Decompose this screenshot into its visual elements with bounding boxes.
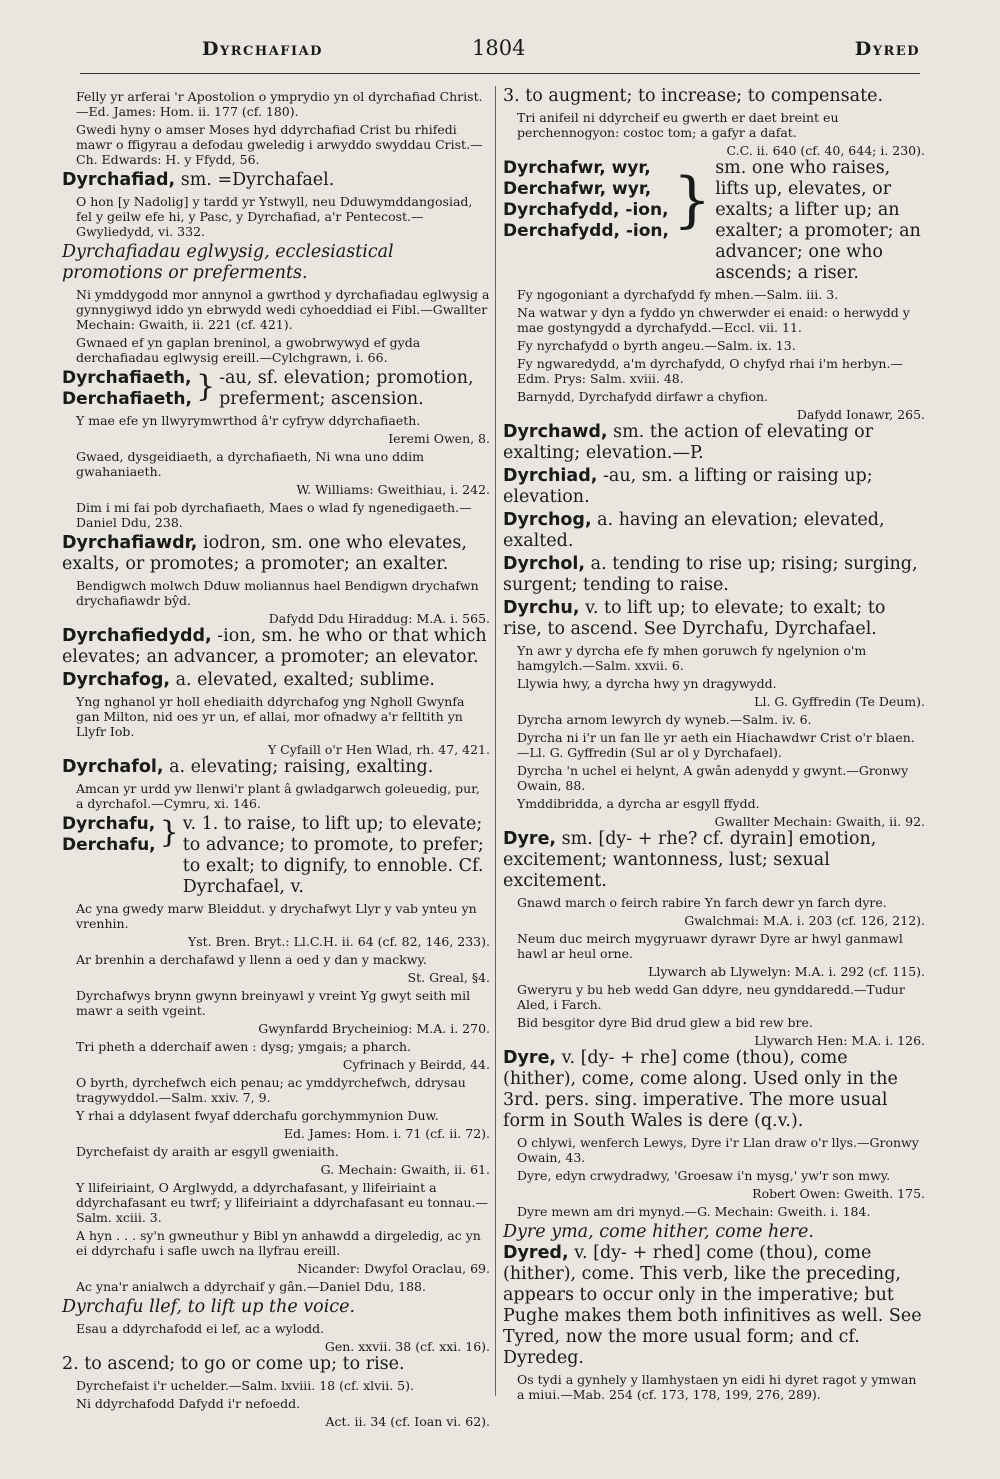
definition: v. [dy- + rhe] come (thou), come (hither), come, come along. Used only in the 3rd. pers. sing. imperative. The more usual form in South Wales is dere (q.v.). bbox=[503, 1048, 898, 1131]
headword: Dyrchiad, bbox=[503, 466, 598, 486]
definition: -au, sm. a lifting or raising up; elevation. bbox=[503, 466, 873, 507]
definition: v. [dy- + rhed] come (thou), come (hither), come. This verb, like the preceding, appears to occur only in the imperative; but Pughe makes them both infinitives as well. See Tyred, now the more usual form; and cf. Dyredeg. bbox=[503, 1243, 922, 1368]
quotation: Y mae efe yn llwyrymwrthod â'r cyfryw ddyrchafiaeth. bbox=[76, 413, 421, 428]
grouped-entry bbox=[503, 158, 925, 284]
citation-source: Ed. James: Hom. i. 71 (cf. ii. 72). bbox=[283, 1126, 490, 1141]
citation-source: Llywarch ab Llywelyn: M.A. i. 292 (cf. 115). bbox=[648, 964, 925, 979]
citation-source: Gen. xxvii. 38 (cf. xxi. 16). bbox=[324, 1339, 490, 1354]
citation-source: Gwallter Mechain: Gwaith, ii. 92. bbox=[714, 814, 925, 829]
quotation: Os tydi a gynhely y llamhystaen yn eidi hi dyret ragot y ymwan a miui.—Mab. 254 (cf. 173, 178, 199, 276, 289). bbox=[517, 1372, 917, 1402]
headword: Dyrchawd, bbox=[503, 422, 608, 442]
right-column bbox=[503, 86, 925, 1405]
citation-source: Cyfrinach y Beirdd, 44. bbox=[342, 1057, 490, 1072]
quotation: Dyrchefaist dy araith ar esgyll gweniaith. bbox=[76, 1144, 339, 1159]
headword: Derchafiaeth, bbox=[62, 389, 192, 409]
quotation: Tri pheth a dderchaif awen : dysg; ymgais; a pharch. bbox=[76, 1039, 412, 1054]
citation-source: C.C. ii. 640 (cf. 40, 644; i. 230). bbox=[726, 143, 925, 158]
citation-source: Dafydd Ionawr, 265. bbox=[796, 407, 925, 422]
headword: Dyre, bbox=[503, 829, 557, 849]
sense: 3. to augment; to increase; to compensate. bbox=[503, 86, 884, 106]
headword: Dyrchafiawdr, bbox=[62, 533, 198, 553]
definition: a. tending to rise up; rising; surging, surgent; tending to raise. bbox=[503, 554, 918, 595]
dictionary-entry bbox=[62, 170, 490, 191]
header-rule bbox=[80, 73, 920, 74]
headword: Derchafydd, -ion, bbox=[503, 221, 669, 241]
definition: sm. the action of elevating or exalting; elevation.—P. bbox=[503, 422, 874, 463]
definition: a. elevating; raising, exalting. bbox=[169, 757, 434, 777]
quotation: Esau a ddyrchafodd ei lef, ac a wylodd. bbox=[76, 1321, 325, 1336]
column-divider bbox=[495, 86, 496, 1396]
quotation: Barnydd, Dyrchafydd dirfawr a chyfion. bbox=[517, 389, 769, 404]
citation-source: St. Greal, §4. bbox=[407, 970, 490, 985]
definition: sm. =Dyrchafael. bbox=[180, 170, 335, 190]
citation-source: W. Williams: Gweithiau, i. 242. bbox=[296, 482, 490, 497]
dictionary-entry bbox=[503, 598, 925, 640]
dictionary-entry bbox=[62, 626, 490, 668]
definition: v. to lift up; to elevate; to exalt; to rise, to ascend. See Dyrchafu, Dyrchafael. bbox=[503, 598, 886, 639]
header-left-guide-word: Dyrchafiad bbox=[202, 38, 323, 60]
quotation: Dyrcha ni i'r un fan lle yr aeth ein Hiachawdwr Crist o'r blaen.—Ll. G. Gyffredin (Sul ar ol y Dyrchafael). bbox=[517, 730, 915, 760]
quotation: Ymddibridda, a dyrcha ar esgyll ffydd. bbox=[517, 796, 760, 811]
quotation: Felly yr arferai 'r Apostolion o ymprydio yn ol dyrchafiad Christ.—Ed. James: Hom. ii. 177 (cf. 180). bbox=[76, 89, 483, 119]
quotation: Dyrchafwys brynn gwynn breinyawl y vreint Yg gwyt seith mil mawr a seith vgeint. bbox=[76, 988, 471, 1018]
definition: sm. one who raises, lifts up, elevates, or exalts; a lifter up; an exalter; a promoter; an advancer; one who ascends; a riser. bbox=[715, 158, 921, 283]
headword: Derchafu, bbox=[62, 835, 156, 855]
quotation: Dim i mi fai pob dyrchafiaeth, Maes o wlad fy ngenedigaeth.—Daniel Ddu, 238. bbox=[76, 500, 472, 530]
page-number: 1804 bbox=[472, 36, 526, 60]
citation-source: Gwynfardd Brycheiniog: M.A. i. 270. bbox=[258, 1021, 490, 1036]
quotation: Gwnaed ef yn gaplan breninol, a gwobrwywyd ef gyda derchafiadau eglwysig ereill.—Cylchgrawn, i. 66. bbox=[76, 335, 421, 365]
definition: -au, sf. elevation; promotion, preferment; ascension. bbox=[219, 368, 474, 409]
grouped-headwords-row bbox=[503, 158, 925, 284]
definition: a. having an elevation; elevated, exalted. bbox=[503, 510, 885, 551]
quotation: Ar brenhin a derchafawd y llenn a oed y dan y mackwy. bbox=[76, 952, 427, 967]
quotation: Ac yna'r anialwch a ddyrchaif y gân.—Daniel Ddu, 188. bbox=[76, 1279, 426, 1294]
dictionary-entry bbox=[62, 670, 490, 691]
dictionary-entry bbox=[503, 466, 925, 508]
quotation: Neum duc meirch mygyruawr dyrawr Dyre ar hwyl ganmawl hawl ar heul orne. bbox=[517, 931, 903, 961]
quotation: Ni ymddygodd mor annynol a gwrthod y dyrchafiadau eglwysig a gynnygiwyd iddo yn ebrwydd wedi cyhoeddiad ei Fibl.—Gwallter Mechain: Gwaith, ii. 221 (cf. 421). bbox=[76, 287, 490, 332]
dictionary-entry bbox=[503, 1048, 925, 1132]
paired-headwords bbox=[62, 814, 156, 856]
paired-headwords bbox=[62, 368, 192, 410]
citation-source: Yst. Bren. Bryt.: Ll.C.H. ii. 64 (cf. 82, 146, 233). bbox=[187, 934, 490, 949]
citation-source: Dafydd Ddu Hiraddug: M.A. i. 565. bbox=[268, 611, 490, 626]
brace: } bbox=[195, 369, 216, 404]
quotation: Dyre, edyn crwydradwy, 'Groesaw i'n mysg,' yw'r son mwy. bbox=[517, 1168, 891, 1183]
quotation: Gnawd march o feirch rabire Yn farch dewr yn farch dyre. bbox=[517, 895, 887, 910]
quotation: Dyrcha arnom lewyrch dy wyneb.—Salm. iv. 6. bbox=[517, 712, 812, 727]
quotation: O hon [y Nadolig] y tardd yr Ystwyll, neu Dduwymddangosiad, fel y geilw efe hi, y Pasc, y Dyrchafiad, a'r Pentecost.—Gwyliedydd, vi. 332. bbox=[76, 194, 473, 239]
definition: sm. [dy- + rhe? cf. dyrain] emotion, excitement; wantonness, lust; sexual excitement. bbox=[503, 829, 877, 891]
dictionary-entry bbox=[503, 422, 925, 464]
grouped-headwords bbox=[503, 158, 669, 242]
quotation: Yng nghanol yr holl ehediaith ddyrchafog yng Ngholl Gwynfa gan Milton, nid oes yr un, ef allai, mor ofnadwy a'r felltith yn Llyfr Iob. bbox=[76, 694, 465, 739]
dictionary-entry bbox=[503, 1243, 925, 1369]
quotation: O chlywi, wenferch Lewys, Dyre i'r Llan draw o'r llys.—Gronwy Owain, 43. bbox=[517, 1135, 919, 1165]
quotation: Y llifeiriaint, O Arglwydd, a ddyrchafasant, y llifeiriaint a ddyrchafasant eu twrf; y llifeiriaint a ddyrchafasant eu tonnau.—Salm. xciii. 3. bbox=[76, 1180, 488, 1225]
sense: 2. to ascend; to go or come up; to rise. bbox=[62, 1354, 405, 1374]
phrase: Dyrchafu llef, to lift up the voice. bbox=[62, 1297, 356, 1317]
quotation: Tri anifeil ni ddyrcheif eu gwerth er daet breint eu perchennogyon: costoc tom; a gafyr a dafat. bbox=[517, 110, 839, 140]
dictionary-entry bbox=[503, 829, 925, 892]
dictionary-entry bbox=[503, 554, 925, 596]
definition: -ion, sm. he who or that which elevates; an advancer, a promoter; an elevator. bbox=[62, 626, 487, 667]
headword: Dyrchafu, bbox=[62, 814, 156, 834]
quotation: Na watwar y dyn a fyddo yn chwerwder ei enaid: o herwydd y mae gostyngydd a dyrchafydd.—Eccl. vii. 11. bbox=[517, 305, 910, 335]
quotation: A hyn . . . sy'n gwneuthur y Bibl yn anhawdd a dirgeledig, ac yn ei ddyrchafu i safle uwch na llyfrau ereill. bbox=[76, 1228, 481, 1258]
citation-source: Act. ii. 34 (cf. Ioan vi. 62). bbox=[325, 1414, 490, 1429]
citation-source: Nicander: Dwyfol Oraclau, 69. bbox=[297, 1261, 490, 1276]
header-right-guide-word: Dyred bbox=[854, 38, 920, 60]
quotation: Fy nyrchafydd o byrth angeu.—Salm. ix. 13. bbox=[517, 338, 796, 353]
headword: Derchafwr, wyr, bbox=[503, 179, 652, 199]
citation-source: Gwalchmai: M.A. i. 203 (cf. 126, 212). bbox=[684, 913, 925, 928]
quotation: Gwaed, dysgeidiaeth, a dyrchafiaeth, Ni wna uno ddim gwahaniaeth. bbox=[76, 449, 424, 479]
definition: iodron, sm. one who elevates, exalts, or promotes; a promoter; an exalter. bbox=[62, 533, 467, 574]
citation-source: Llywarch Hen: M.A. i. 126. bbox=[754, 1033, 925, 1048]
headword: Dyrchafol, bbox=[62, 757, 164, 777]
citation-source: Robert Owen: Gweith. 175. bbox=[752, 1186, 925, 1201]
quotation: Bendigwch molwch Dduw moliannus hael Bendigwn drychafwn drychafiawdr bŷd. bbox=[76, 578, 479, 608]
headword: Dyred, bbox=[503, 1243, 569, 1263]
headword: Dyrchafiaeth, bbox=[62, 368, 192, 388]
quotation: Y rhai a ddylasent fwyaf dderchafu gorchymmynion Duw. bbox=[76, 1108, 439, 1123]
paired-entry bbox=[62, 814, 490, 898]
definition: v. 1. to raise, to lift up; to elevate; to advance; to promote, to prefer; to exalt; to dignify, to ennoble. Cf. Dyrchafael, v. bbox=[182, 814, 484, 897]
brace: } bbox=[159, 815, 179, 850]
definition: a. elevated, exalted; sublime. bbox=[175, 670, 435, 690]
headword: Dyrchafwr, wyr, bbox=[503, 158, 651, 178]
quotation: Fy ngogoniant a dyrchafydd fy mhen.—Salm. iii. 3. bbox=[517, 287, 839, 302]
running-header bbox=[60, 38, 920, 68]
headword: Dyrchafog, bbox=[62, 670, 171, 690]
quotation: Gweryru y bu heb wedd Gan ddyre, neu gynddaredd.—Tudur Aled, i Farch. bbox=[517, 982, 905, 1012]
quotation: O byrth, dyrchefwch eich penau; ac ymddyrchefwch, ddrysau tragywyddol.—Salm. xxiv. 7, 9. bbox=[76, 1075, 466, 1105]
citation-source: G. Mechain: Gwaith, ii. 61. bbox=[320, 1162, 490, 1177]
quotation: Amcan yr urdd yw llenwi'r plant â gwladgarwch goleuedig, pur, a dyrchafol.—Cymru, xi. 146. bbox=[76, 781, 480, 811]
headword: Dyrchafiad, bbox=[62, 170, 176, 190]
quotation: Yn awr y dyrcha efe fy mhen goruwch fy ngelynion o'm hamgylch.—Salm. xxvii. 6. bbox=[517, 643, 867, 673]
headword: Dyrchog, bbox=[503, 510, 592, 530]
phrase: Dyre yma, come hither, come here. bbox=[503, 1222, 814, 1242]
left-column bbox=[62, 86, 490, 1429]
paired-entry bbox=[62, 368, 490, 410]
quotation: Fy ngwaredydd, a'm dyrchafydd, O chyfyd rhai i'm herbyn.—Edm. Prys: Salm. xviii. 48. bbox=[517, 356, 903, 386]
quotation: Ac yna gwedy marw Bleiddut. y drychafwyt Llyr y vab ynteu yn vrenhin. bbox=[76, 901, 477, 931]
quotation: Dyre mewn am dri mynyd.—G. Mechain: Gweith. i. 184. bbox=[517, 1204, 871, 1219]
citation-source: Ieremi Owen, 8. bbox=[388, 431, 490, 446]
phrase: Dyrchafiadau eglwysig, ecclesiastical promotions or preferments. bbox=[62, 242, 394, 283]
quotation: Llywia hwy, a dyrcha hwy yn dragywydd. bbox=[517, 676, 777, 691]
citation-source: Ll. G. Gyffredin (Te Deum). bbox=[754, 694, 925, 709]
headword: Dyrchol, bbox=[503, 554, 586, 574]
quotation: Dyrchefaist i'r uchelder.—Salm. lxviii. 18 (cf. xlvii. 5). bbox=[76, 1378, 414, 1393]
dictionary-entry bbox=[62, 533, 490, 575]
quotation: Bid besgitor dyre Bid drud glew a bid rew bre. bbox=[517, 1015, 813, 1030]
headword: Dyrchu, bbox=[503, 598, 580, 618]
quotation: Dyrcha 'n uchel ei helynt, A gwân adenydd y gwynt.—Gronwy Owain, 88. bbox=[517, 763, 909, 793]
quotation: Ni ddyrchafodd Dafydd i'r nefoedd. bbox=[76, 1396, 301, 1411]
dictionary-entry bbox=[62, 757, 490, 778]
quotation: Gwedi hyny o amser Moses hyd ddyrchafiad Crist bu rhifedi mawr o ffigyrau a defodau gweledig i arwyddo swyddau Crist.—Ch. Edwards: H. y Ffydd, 56. bbox=[76, 122, 483, 167]
headword: Dyrchafydd, -ion, bbox=[503, 200, 669, 220]
headword: Dyre, bbox=[503, 1048, 557, 1068]
brace: } bbox=[673, 165, 712, 235]
headword: Dyrchafiedydd, bbox=[62, 626, 212, 646]
dictionary-entry bbox=[503, 510, 925, 552]
citation-source: Y Cyfaill o'r Hen Wlad, rh. 47, 421. bbox=[267, 742, 490, 757]
